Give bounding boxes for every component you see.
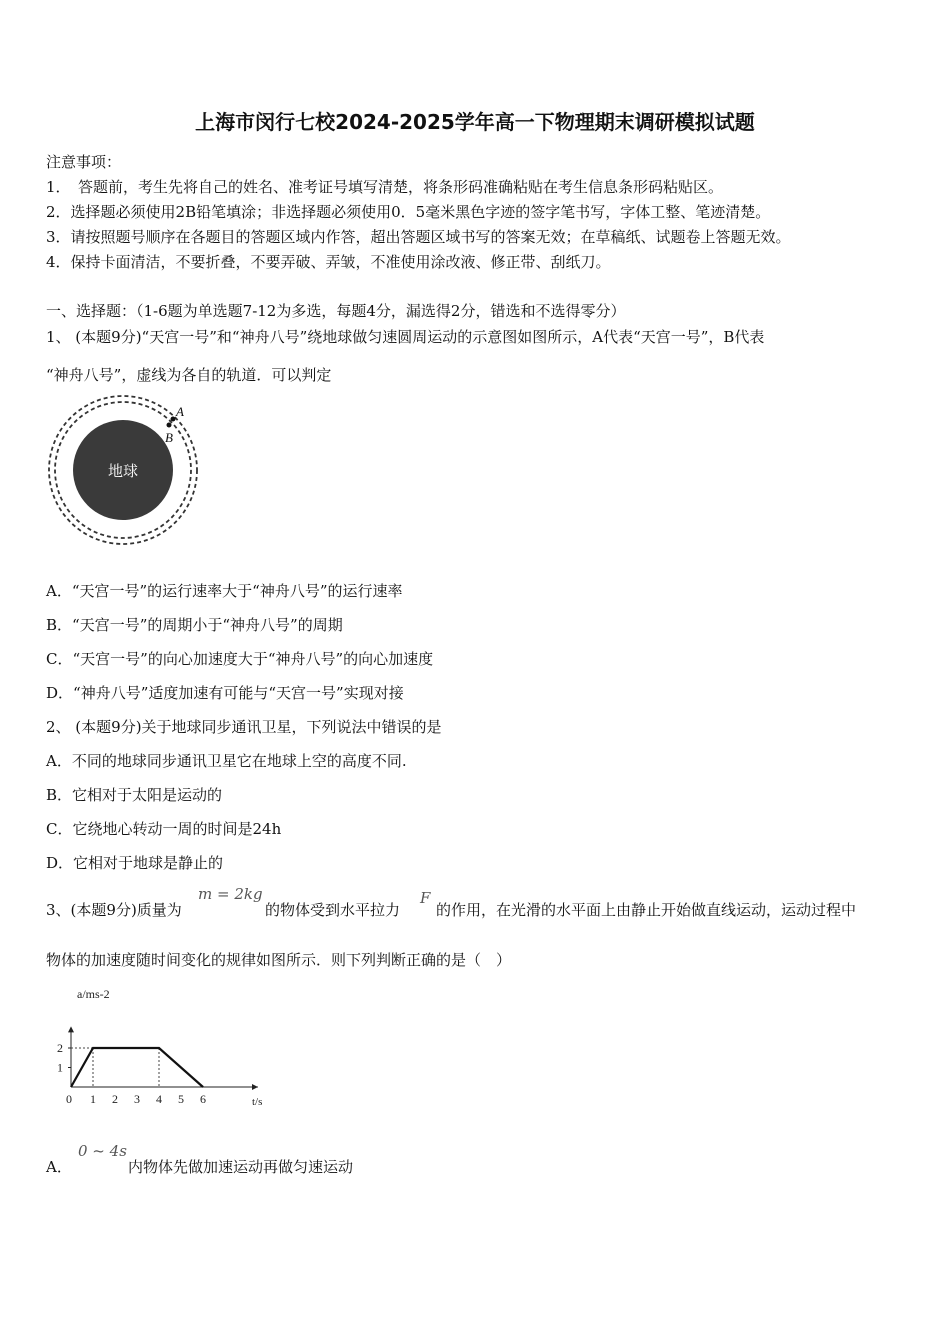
q3-mass-formula: m = 2kg bbox=[198, 885, 263, 903]
orbit-figure bbox=[46, 392, 201, 547]
q1-option-c: C．“天宫一号”的向心加速度大于“神舟八号”的向心加速度 bbox=[46, 650, 434, 668]
x-axis-label: t/s bbox=[252, 1096, 263, 1108]
label-a: A bbox=[176, 404, 184, 419]
q2-option-b: B．它相对于太阳是运动的 bbox=[46, 786, 223, 804]
x-tick-label: 0 bbox=[66, 1092, 72, 1106]
x-tick-label: 6 bbox=[200, 1092, 206, 1106]
satellite-a bbox=[171, 417, 176, 422]
q2-option-a: A．不同的地球同步通讯卫星它在地球上空的高度不同. bbox=[46, 752, 407, 770]
q3-stem-part1: 3、(本题9分)质量为 bbox=[46, 901, 182, 919]
satellite-b bbox=[167, 423, 172, 428]
earth-label: 地球 bbox=[107, 464, 139, 480]
q3-force-symbol: F bbox=[420, 889, 431, 907]
q1-stem-line2: “神舟八号”，虚线为各自的轨道．可以判定 bbox=[46, 366, 332, 384]
x-tick-label: 2 bbox=[112, 1092, 118, 1106]
y-tick-label: 1 bbox=[57, 1060, 63, 1075]
notice-item: 1． 答题前，考生先将自己的姓名、准考证号填写清楚，将条形码准确粘贴在考生信息条形码粘贴区。 bbox=[46, 178, 724, 196]
q2-option-d: D．它相对于地球是静止的 bbox=[46, 854, 224, 872]
q2-stem: 2、 (本题9分)关于地球同步通讯卫星，下列说法中错误的是 bbox=[46, 718, 442, 736]
q3-option-a-text: 内物体先做加速运动再做匀速运动 bbox=[128, 1158, 354, 1176]
q3-stem-line2: 物体的加速度随时间变化的规律如图所示．则下列判断正确的是（ ） bbox=[46, 951, 512, 969]
q3-option-a-formula: 0 ~ 4s bbox=[78, 1142, 127, 1160]
q2-option-c: C．它绕地心转动一周的时间是24h bbox=[46, 820, 282, 838]
q1-option-b: B．“天宫一号”的周期小于“神舟八号”的周期 bbox=[46, 616, 343, 634]
label-b: B bbox=[165, 430, 173, 445]
section-heading: 一、选择题：（1-6题为单选题7-12为多选，每题4分，漏选得2分，错选和不选得零分） bbox=[46, 302, 626, 320]
y-tick-label: 2 bbox=[57, 1041, 63, 1055]
x-tick-label: 5 bbox=[178, 1092, 184, 1106]
q1-option-d: D．“神舟八号”适度加速有可能与“天宫一号”实现对接 bbox=[46, 684, 404, 702]
x-axis-arrow bbox=[252, 1084, 258, 1090]
notice-item: 3．请按照题号顺序在各题目的答题区域内作答，超出答题区域书写的答案无效；在草稿纸、试题卷上答题无效。 bbox=[46, 228, 791, 246]
x-tick-label: 3 bbox=[134, 1092, 140, 1106]
notice-item: 2．选择题必须使用2B铅笔填涂；非选择题必须使用0．5毫米黑色字迹的签字笔书写，字体工整、笔迹清楚。 bbox=[46, 203, 771, 221]
y-axis-arrow bbox=[68, 1026, 74, 1032]
y-axis-label: a/ms-2 bbox=[77, 987, 110, 1001]
x-tick-label: 1 bbox=[90, 1092, 96, 1106]
q3-stem-part3: 的作用，在光滑的水平面上由静止开始做直线运动，运动过程中 bbox=[436, 901, 857, 919]
series-line bbox=[71, 1048, 203, 1087]
page-title: 上海市闵行七校2024-2025学年高一下物理期末调研模拟试题 bbox=[195, 110, 755, 134]
notice-heading: 注意事项： bbox=[46, 153, 122, 171]
q3-stem-part2: 的物体受到水平拉力 bbox=[265, 901, 401, 919]
acceleration-time-chart bbox=[50, 985, 270, 1110]
notice-item: 4．保持卡面清洁，不要折叠，不要弄破、弄皱，不准使用涂改液、修正带、刮纸刀。 bbox=[46, 253, 611, 271]
q1-option-a: A．“天宫一号”的运行速率大于“神舟八号”的运行速率 bbox=[46, 582, 403, 600]
q3-option-a-label: A． bbox=[46, 1158, 72, 1176]
q1-stem-line1: 1、 (本题9分)“天宫一号”和“神舟八号”绕地球做匀速圆周运动的示意图如图所示，A代表“天宫一号”，B代表 bbox=[46, 328, 765, 346]
x-tick-label: 4 bbox=[156, 1092, 162, 1106]
